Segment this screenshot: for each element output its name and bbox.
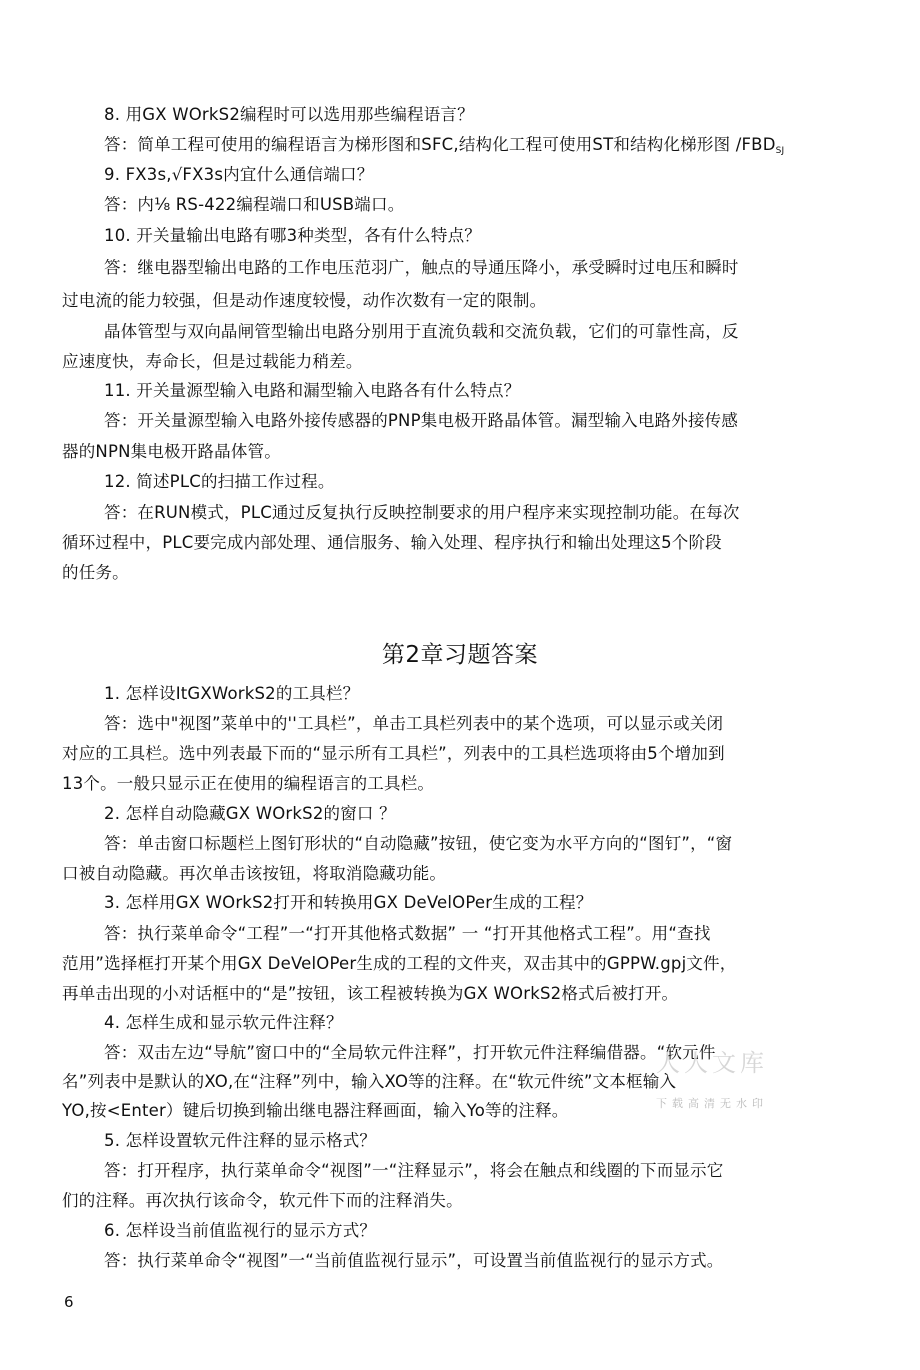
answer-9: 答：内⅛ RS-422编程端口和USB端口。 bbox=[104, 195, 405, 214]
chapter-title: 第2章习题答案 bbox=[381, 642, 539, 668]
answer-8 bbox=[104, 134, 784, 162]
ch2-answer-5-line-2: 们的注释。再次执行该命令，软元件下而的注释消失。 bbox=[62, 1191, 463, 1210]
ch2-answer-3-line-3: 再单击出现的小对话框中的“是”按钮，该工程被转换为GX WOrkS2格式后被打开。 bbox=[62, 984, 679, 1003]
question-9: 9. FX3s,√FX3s内宜什么通信端口？ bbox=[104, 165, 374, 184]
ch2-answer-1-line-3: 13个。一般只显示正在使用的编程语言的工具栏。 bbox=[62, 774, 435, 793]
answer-12-line-1: 答：在RUN模式，PLC通过反复执行反映控制要求的用户程序来实现控制功能。在每次 bbox=[104, 503, 740, 522]
ch2-answer-1-line-1: 答：选中"视图”菜单中的''工具栏”，单击工具栏列表中的某个选项，可以显示或关闭 bbox=[104, 714, 724, 733]
answer-12-line-3: 的任务。 bbox=[62, 563, 129, 582]
page-number: 6 bbox=[64, 1293, 74, 1311]
ch2-answer-3-line-1: 答：执行菜单命令“工程”一“打开其他格式数据” 一 “打开其他格式工程”。用“查找 bbox=[104, 924, 711, 943]
watermark-main-text: 人人文库 bbox=[656, 1049, 768, 1077]
ch2-question-1: 1. 怎样设ItGXWorkS2的工具栏？ bbox=[104, 684, 360, 703]
answer-12-line-2: 循环过程中，PLC要完成内部处理、通信服务、输入处理、程序执行和输出处理这5个阶段 bbox=[62, 533, 722, 552]
ch2-question-5: 5. 怎样设置软元件注释的显示格式？ bbox=[104, 1131, 377, 1150]
ch2-answer-5-line-1: 答：打开程序，执行菜单命令“视图”一“注释显示”，将会在触点和线圈的下而显示它 bbox=[104, 1161, 724, 1180]
ch2-answer-2-line-1: 答：单击窗口标题栏上图钉形状的“自动隐藏”按钮，使它变为水平方向的“图钉”，“窗 bbox=[104, 834, 733, 853]
ch2-answer-3-line-2: 范用”选择框打开某个用GX DeVelOPer生成的工程的文件夹，双击其中的GPPW.gpj文件， bbox=[62, 954, 737, 973]
ch2-answer-4-line-2: 名”列表中是默认的XO,在“注释”列中，输入XO等的注释。在“软元件统”文本框输入 bbox=[62, 1072, 677, 1091]
answer-11-line-2: 器的NPN集电极开路晶体管。 bbox=[62, 442, 281, 461]
ch2-question-3: 3. 怎样用GX WOrkS2打开和转换用GX DeVelOPer生成的工程？ bbox=[104, 893, 593, 912]
watermark-sub-text: 下载高清无水印 bbox=[656, 1097, 768, 1110]
answer-10-line-2: 过电流的能力较强，但是动作速度较慢，动作次数有一定的限制。 bbox=[62, 291, 547, 310]
answer-10-line-3: 晶体管型与双向晶闸管型输出电路分别用于直流负载和交流负载，它们的可靠性高，反 bbox=[104, 322, 739, 341]
ch2-answer-6-line-1: 答：执行菜单命令“视图”一“当前值监视行显示”，可设置当前值监视行的显示方式。 bbox=[104, 1251, 724, 1270]
ch2-question-4: 4. 怎样生成和显示软元件注释？ bbox=[104, 1013, 343, 1032]
answer-8-text: 答：简单工程可使用的编程语言为梯形图和SFC,结构化工程可使用ST和结构化梯形图 /FBD bbox=[104, 135, 776, 154]
ch2-answer-1-line-2: 对应的工具栏。选中列表最下而的“显示所有工具栏”，列表中的工具栏选项将由5个增加到 bbox=[62, 744, 725, 763]
answer-10-line-1: 答：继电器型输出电路的工作电压范羽广，触点的导通压降小，承受瞬时过电压和瞬时 bbox=[104, 258, 739, 277]
question-8: 8. 用GX WOrkS2编程时可以选用那些编程语言？ bbox=[104, 105, 474, 124]
ch2-answer-4-line-1: 答：双击左边“导航”窗口中的“全局软元件注释”，打开软元件注释编借器。“软元件 bbox=[104, 1043, 716, 1062]
ch2-question-2: 2. 怎样自动隐藏GX WOrkS2的窗口 ？ bbox=[104, 804, 396, 823]
answer-10-line-4: 应速度快，寿命长，但是过载能力稍差。 bbox=[62, 352, 363, 371]
question-10: 10. 开关量输出电路有哪3种类型，各有什么特点？ bbox=[104, 226, 481, 245]
ch2-answer-4-line-3: YO,按<Enter）键后切换到输出继电器注释画面，输入Yo等的注释。 bbox=[62, 1101, 569, 1120]
question-12: 12. 简述PLC的扫描工作过程。 bbox=[104, 472, 335, 491]
ch2-question-6: 6. 怎样设当前值监视行的显示方式？ bbox=[104, 1221, 377, 1240]
fbd-subscript: SJ bbox=[775, 146, 785, 156]
answer-11-line-1: 答：开关量源型输入电路外接传感器的PNP集电极开路晶体管。漏型输入电路外接传感 bbox=[104, 411, 739, 430]
ch2-answer-2-line-2: 口被自动隐藏。再次单击该按钮，将取消隐藏功能。 bbox=[62, 864, 447, 883]
question-11: 11. 开关量源型输入电路和漏型输入电路各有什么特点？ bbox=[104, 381, 521, 400]
